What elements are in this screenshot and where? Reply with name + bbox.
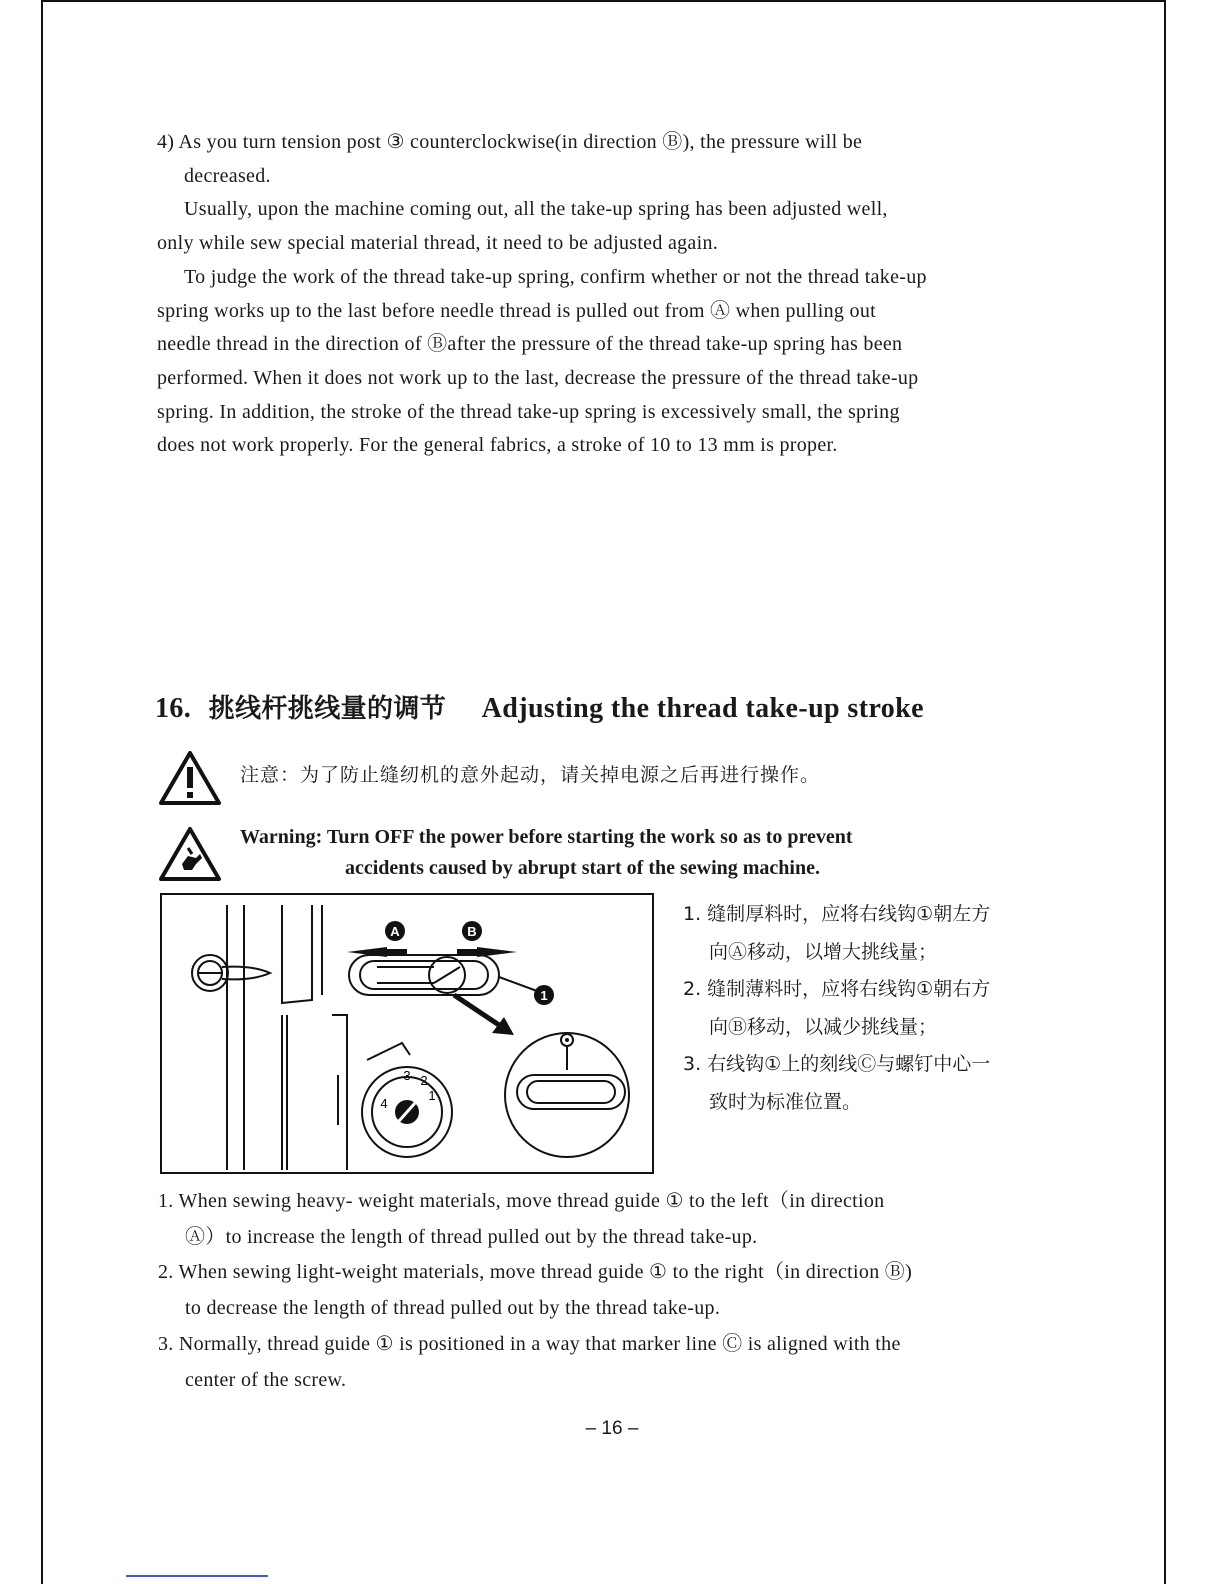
warning-line-2: accidents caused by abrupt start of the sewing machine. bbox=[345, 857, 820, 879]
intro-line: spring works up to the last before needle thread is pulled out from Ⓐ when pulling out bbox=[157, 299, 876, 322]
intro-line: 4) As you turn tension post ③ counterclockwise(in direction Ⓑ), the pressure will be bbox=[157, 131, 863, 153]
page-border-right bbox=[1164, 0, 1166, 1584]
section-heading bbox=[155, 688, 1055, 725]
dial-number: 1 bbox=[428, 1088, 436, 1103]
warning-text-en bbox=[240, 822, 1055, 884]
step-cn-line: 1. 缝制厚料时，应将右线钩①朝左方 bbox=[683, 903, 991, 925]
caution-text-cn: 注意：为了防止缝纫机的意外起动，请关掉电源之后再进行操作。 bbox=[240, 764, 821, 786]
caution-triangle-icon bbox=[158, 750, 222, 806]
steps-en bbox=[158, 1184, 1058, 1398]
figure-label-b: B bbox=[467, 924, 477, 939]
dial-number: 4 bbox=[380, 1096, 388, 1111]
step-en-line: 2. When sewing light-weight materials, move thread guide ① to the right（in direction Ⓑ) bbox=[158, 1261, 913, 1284]
intro-line: decreased. bbox=[184, 164, 271, 187]
step-en-line: to decrease the length of thread pulled out by the thread take-up. bbox=[185, 1297, 721, 1320]
intro-line: performed. When it does not work up to the last, decrease the pressure of the thread take-up bbox=[157, 366, 919, 389]
hand-hazard-icon bbox=[158, 826, 222, 882]
figure-callout-1: 1 bbox=[540, 988, 548, 1003]
step-cn-line: 3. 右线钩①上的刻线Ⓒ与螺钉中心一 bbox=[683, 1053, 991, 1075]
intro-line: spring. In addition, the stroke of the thread take-up spring is excessively small, the spring bbox=[157, 400, 900, 423]
step-en-line: 1. When sewing heavy- weight materials, move thread guide ① to the left（in direction bbox=[158, 1190, 885, 1212]
step-cn-line: 向Ⓑ移动，以减少挑线量； bbox=[709, 1015, 938, 1038]
dial-number: 3 bbox=[403, 1068, 411, 1083]
intro-line: To judge the work of the thread take-up spring, confirm whether or not the thread take-up bbox=[184, 265, 927, 288]
step-en-line: 3. Normally, thread guide ① is positioned in a way that marker line Ⓒ is aligned with the bbox=[158, 1332, 901, 1355]
intro-line: Usually, upon the machine coming out, all the take-up spring has been adjusted well, bbox=[184, 198, 888, 221]
bottom-blue-rule bbox=[126, 1575, 268, 1577]
intro-paragraph bbox=[157, 126, 1057, 463]
page-border-left bbox=[41, 0, 43, 1584]
step-cn-line: 致时为标准位置。 bbox=[709, 1090, 862, 1113]
step-cn-line: 2. 缝制薄料时，应将右线钩①朝右方 bbox=[683, 978, 991, 1000]
section-number: 16. bbox=[155, 693, 192, 724]
figure-label-a: A bbox=[390, 924, 400, 939]
step-cn-line: 向Ⓐ移动，以增大挑线量； bbox=[709, 940, 938, 963]
thread-guide-diagram bbox=[162, 895, 652, 1172]
thread-guide-illustration bbox=[160, 893, 654, 1174]
page-border-top bbox=[41, 0, 1166, 2]
warning-line-1: Warning: Turn OFF the power before starting the work so as to prevent bbox=[240, 826, 853, 848]
section-title-cn: 挑线杆挑线量的调节 bbox=[208, 694, 447, 724]
section-title-en: Adjusting the thread take-up stroke bbox=[481, 693, 924, 724]
step-en-line: center of the screw. bbox=[185, 1368, 347, 1391]
step-en-line: Ⓐ）to increase the length of thread pulled out by the thread take-up. bbox=[185, 1225, 758, 1248]
steps-cn bbox=[683, 896, 1063, 1121]
intro-line: only while sew special material thread, it need to be adjusted again. bbox=[157, 232, 719, 255]
intro-line: needle thread in the direction of Ⓑafter the pressure of the thread take-up spring has been bbox=[157, 333, 903, 356]
intro-line: does not work properly. For the general fabrics, a stroke of 10 to 13 mm is proper. bbox=[157, 434, 838, 457]
dial-number: 2 bbox=[420, 1073, 428, 1088]
page-number: – 16 – bbox=[585, 1418, 639, 1439]
